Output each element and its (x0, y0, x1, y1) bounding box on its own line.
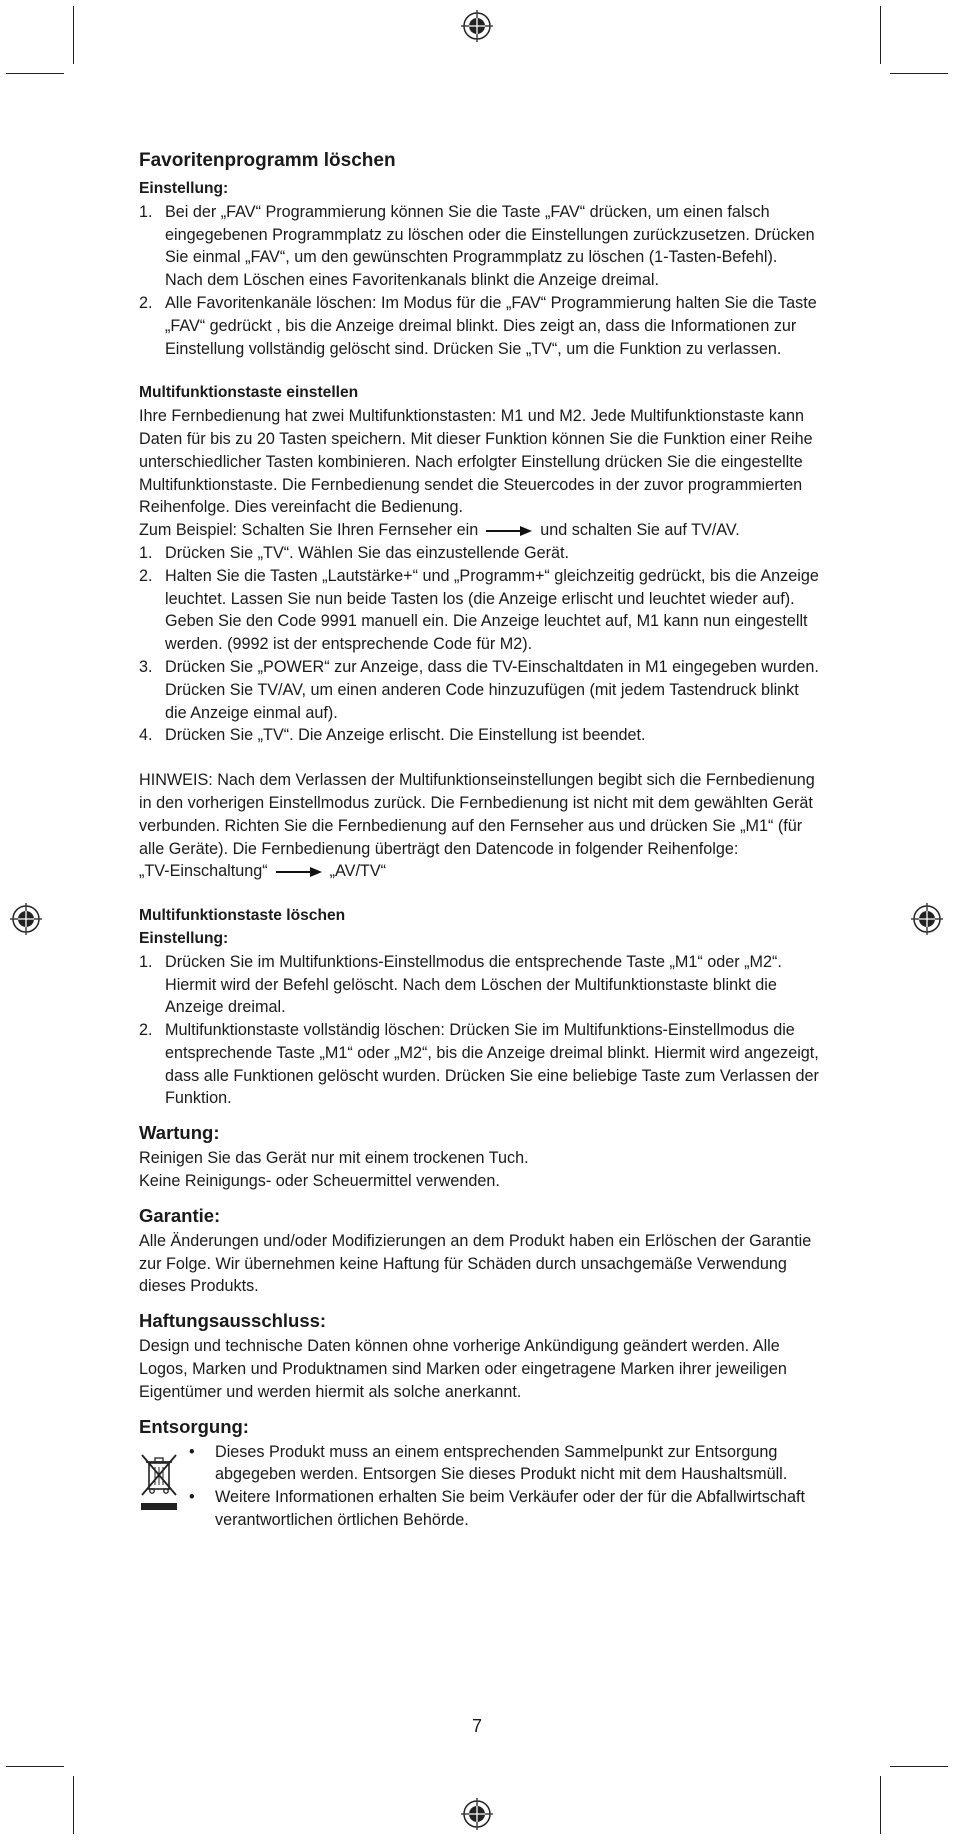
step-text: Alle Favoritenkanäle löschen: Im Modus für die „FAV“ Programmierung halten Sie die Taste „FAV“ gedrückt , bis die Anzeige dreimal blinkt. Dies zeigt an, dass die Informationen zur Einstellung vollständig gelöscht sind. Drücken Sie „TV“, um die Funktion zu verlassen. (165, 293, 817, 358)
step-number: 1. (139, 952, 153, 971)
crop-mark-top-right-horizontal (890, 73, 948, 74)
multifunction-note: HINWEIS: Nach dem Verlassen der Multifunktionseinstellungen begibt sich die Fernbedienung in den vorherigen Einstellmodus zurück. Die Fernbedienung ist nicht mit dem gewählten Gerät verbunden. Richten Sie die Fernbedienung auf den Fernseher aus und drücken Sie „M1“ (für alle Geräte). Die Fernbedienung überträgt den Datencode in folgender Reihenfolge: (139, 771, 815, 858)
list-item (139, 292, 819, 360)
crop-mark-bottom-right-vertical (880, 1776, 881, 1834)
step-number: 1. (139, 202, 153, 221)
disposal-item-text: Weitere Informationen erhalten Sie beim Verkäufer oder der für die Abfallwirtschaft verantwortlichen örtlichen Behörde. (215, 1488, 805, 1530)
multifunction-setup-title: Multifunktionstaste einstellen (139, 384, 359, 402)
disposal-body (139, 1441, 819, 1532)
maintenance-title: Wartung: (139, 1122, 220, 1144)
list-item (139, 724, 819, 747)
multifunction-delete-section (139, 905, 819, 1110)
bullet-icon: • (189, 1442, 195, 1461)
multifunction-delete-title: Multifunktionstaste löschen (139, 907, 346, 925)
step-number: 2. (139, 1021, 153, 1040)
step-text: Drücken Sie im Multifunktions-Einstellmodus die entsprechende Taste „M1“ oder „M2“. Hiermit wird der Befehl gelöscht. Nach dem Löschen der Multifunktionstaste blinkt die Anzeige dreimal. (165, 952, 782, 1017)
disclaimer-section (139, 1308, 819, 1403)
crop-mark-top-left-vertical (73, 6, 74, 64)
list-item (139, 1019, 819, 1110)
registration-mark-left-icon (9, 902, 43, 936)
step-text: Halten Sie die Tasten „Lautstärke+“ und „Programm+“ gleichzeitig gedrückt, bis die Anzeige leuchtet. Lassen Sie nun beide Tasten los (die Anzeige erlischt und leuchtet wieder auf). (165, 566, 819, 608)
arrow-right-icon (486, 526, 532, 536)
step-number: 2. (139, 566, 153, 585)
multifunction-setup-steps (139, 542, 819, 747)
favorites-delete-section (139, 148, 819, 360)
sequence-to-text: „AV/TV“ (329, 862, 387, 881)
step-text: Drücken Sie „POWER“ zur Anzeige, dass die TV-Einschaltdaten in M1 eingegeben wurden. Drücken Sie TV/AV, um einen anderen Code hinzuzufügen (mit jedem Tastendruck blinkt die Anzeige einmal auf). (165, 657, 819, 722)
crop-mark-bottom-right-horizontal (890, 1766, 948, 1767)
warranty-title: Garantie: (139, 1204, 221, 1226)
disposal-list (189, 1441, 819, 1532)
list-item (139, 656, 819, 724)
step-text: Drücken Sie „TV“. Die Anzeige erlischt. Die Einstellung ist beendet. (165, 726, 646, 745)
manual-page-content (139, 148, 819, 1532)
maintenance-line: Keine Reinigungs- oder Scheuermittel verwenden. (139, 1172, 500, 1191)
step-extra-text: Geben Sie den Code 9991 manuell ein. Die Anzeige leuchtet auf, M1 kann nun eingestellt werden. (9992 ist der entsprechende Code für M2). (165, 612, 808, 654)
registration-mark-right-icon (910, 902, 944, 936)
example-start-text: Zum Beispiel: Schalten Sie Ihren Fernseher ein (139, 521, 479, 540)
disposal-section (139, 1414, 819, 1532)
disposal-item-text: Dieses Produkt muss an einem entsprechenden Sammelpunkt zur Entsorgung abgegeben werden. Entsorgen Sie dieses Produkt nicht mit dem Haushaltsmüll. (215, 1442, 788, 1484)
crop-mark-top-left-horizontal (6, 73, 64, 74)
step-text: Bei der „FAV“ Programmierung können Sie die Taste „FAV“ drücken, um einen falsch eingegebenen Programmplatz zu löschen oder die Einstellungen zurückzusetzen. Drücken Sie einmal „FAV“, um den gewünschten Programmplatz zu löschen (1-Tasten-Befehl). Nach dem Löschen eines Favoritenkanals blinkt die Anzeige dreimal. (165, 202, 815, 290)
disposal-title: Entsorgung: (139, 1415, 249, 1437)
step-number: 3. (139, 657, 153, 676)
warranty-text: Alle Änderungen und/oder Modifizierungen an dem Produkt haben ein Erlöschen der Garantie zur Folge. Wir übernehmen keine Haftung für Schäden durch unsachgemäße Verwendung dieses Produkts. (139, 1231, 812, 1296)
crossed-out-wheelie-bin-icon (139, 1453, 179, 1513)
multifunction-sequence (139, 860, 819, 883)
list-item (139, 565, 819, 656)
step-number: 4. (139, 726, 153, 745)
example-end-text: und schalten Sie auf TV/AV. (540, 521, 740, 540)
multifunction-delete-steps (139, 951, 819, 1111)
multifunction-delete-setup-label: Einstellung: (139, 929, 229, 947)
list-item (139, 201, 819, 292)
multifunction-setup-section (139, 382, 819, 883)
list-item (139, 951, 819, 1019)
step-text: Drücken Sie „TV“. Wählen Sie das einzustellende Gerät. (165, 543, 569, 562)
bullet-icon: • (189, 1488, 195, 1507)
favorites-delete-steps (139, 201, 819, 361)
crop-mark-top-right-vertical (880, 6, 881, 64)
page-number: 7 (471, 1716, 482, 1736)
list-item (189, 1486, 819, 1532)
disclaimer-text: Design und technische Daten können ohne vorherige Ankündigung geändert werden. Alle Logos, Marken und Produktnamen sind Marken oder eingetragene Marken ihrer jeweiligen Eigentümer und werden hiermit als solche anerkannt. (139, 1337, 787, 1401)
arrow-right-icon (276, 867, 322, 877)
step-text: Multifunktionstaste vollständig löschen: Drücken Sie im Multifunktions-Einstellmodus die entsprechende Taste „M1“ oder „M2“, bis die Anzeige dreimal blinkt. Hiermit wird angezeigt, dass alle Funktionen gelöscht wurden. Drücken Sie eine beliebige Taste zum Verlassen der Funktion. (165, 1021, 819, 1108)
multifunction-setup-example (139, 519, 819, 542)
step-number: 1. (139, 543, 153, 562)
favorites-delete-title: Favoritenprogramm löschen (139, 150, 396, 171)
favorites-delete-setup-label: Einstellung: (139, 180, 229, 197)
list-item (139, 542, 819, 565)
registration-mark-top-icon (460, 9, 494, 43)
multifunction-setup-intro: Ihre Fernbedienung hat zwei Multifunktionstasten: M1 und M2. Jede Multifunktionstaste kann Daten für bis zu 20 Tasten speichern. Mit dieser Funktion können Sie die Funktion einer Reihe unterschiedlicher Tasten kombinieren. Nach erfolgter Einstellung drücken Sie die eingestellte Multifunktionstaste. Die Fernbedienung sendet die Steuercodes in der zuvor programmierten Reihenfolge. Dies vereinfacht die Bedienung. (139, 407, 813, 517)
step-number: 2. (139, 293, 153, 312)
warranty-section (139, 1203, 819, 1298)
disclaimer-title: Haftungsausschluss: (139, 1310, 327, 1332)
sequence-from-text: „TV-Einschaltung“ (139, 862, 268, 881)
crop-mark-bottom-left-vertical (73, 1776, 74, 1834)
registration-mark-bottom-icon (460, 1797, 494, 1831)
list-item (189, 1441, 819, 1487)
maintenance-line: Reinigen Sie das Gerät nur mit einem trockenen Tuch. (139, 1149, 529, 1168)
crop-mark-bottom-left-horizontal (6, 1766, 64, 1767)
maintenance-section (139, 1120, 819, 1193)
